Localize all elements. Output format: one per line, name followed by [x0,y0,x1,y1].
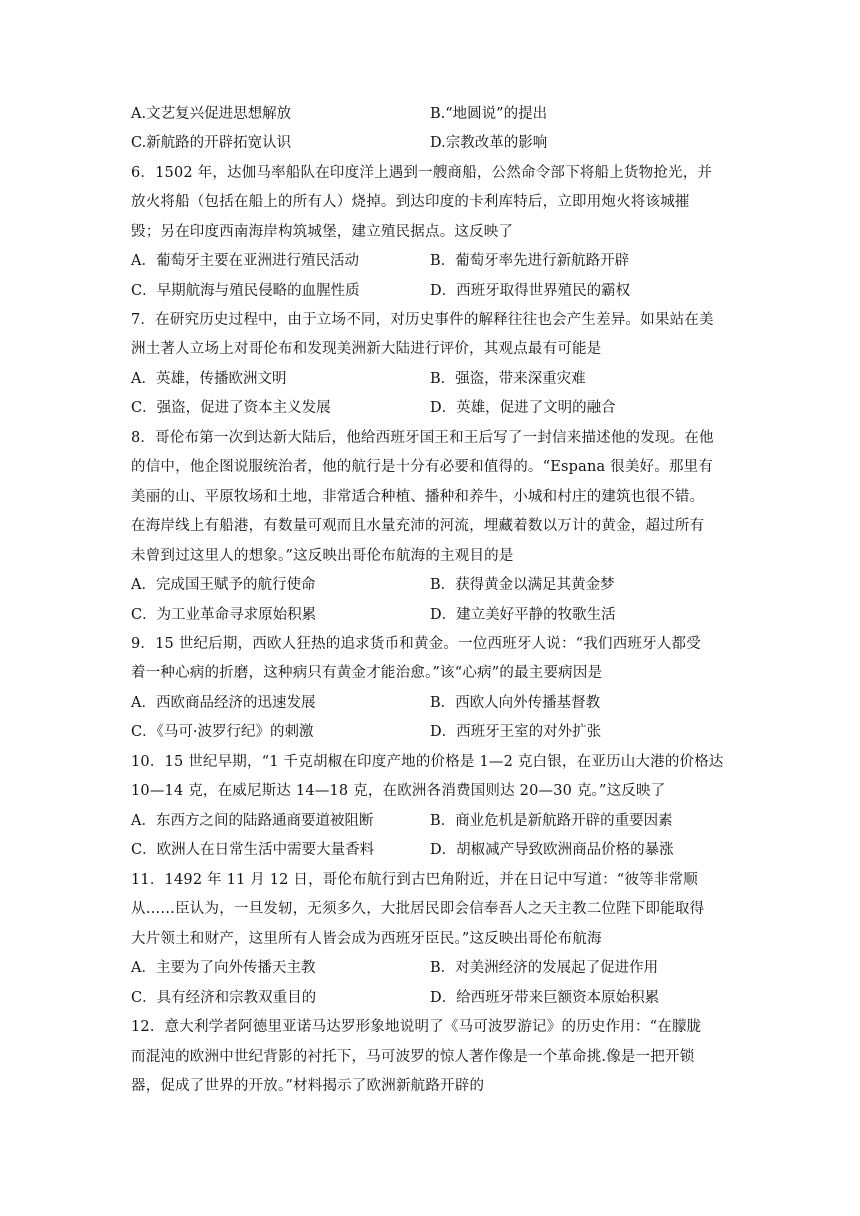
q5-option-b: B.“地圆说”的提出 [430,106,548,122]
q8-option-b: B．获得黄金以满足其黄金梦 [430,577,615,593]
q11-stem-line: 从……臣认为，一旦发轫，无须多久，大批居民即会信奉吾人之天主教二位陛下即能取得 [131,901,705,917]
q9-option-d: D．西班牙王室的对外扩张 [430,724,602,740]
q6-stem-line: 毁；另在印度西南海岸构筑城堡，建立殖民据点。这反映了 [131,224,514,240]
q10-option-d: D．胡椒减产导致欧洲商品价格的暴涨 [430,842,674,858]
q7-option-a: A．英雄，传播欧洲文明 [131,371,287,387]
q8-stem-line: 8．哥伦布第一次到达新大陆后，他给西班牙国王和王后写了一封信来描述他的发现。在他 [131,430,714,446]
q9-option-b: B．西欧人向外传播基督教 [430,695,601,711]
q7-option-d: D．英雄，促进了文明的融合 [430,400,616,416]
q5-option-c: C.新航路的开辟拓宽认识 [131,135,292,151]
q9-stem-line: 9．15 世纪后期，西欧人狂热的追求货币和黄金。一位西班牙人说：“我们西班牙人都受 [131,636,701,652]
q12-stem-line: 12．意大利学者阿德里亚诺马达罗形象地说明了《马可波罗游记》的历史作用：“在朦胧 [131,1019,702,1035]
q8-option-c: C．为工业革命寻求原始积累 [131,607,317,623]
q7-option-c: C．强盗，促进了资本主义发展 [131,400,331,416]
q9-option-c: C．《马可·波罗行纪》的刺激 [131,724,314,740]
q8-option-a: A．完成国王赋予的航行使命 [131,577,316,593]
q6-option-a: A．葡萄牙主要在亚洲进行殖民活动 [131,253,359,269]
q8-option-d: D．建立美好平静的牧歌生活 [430,607,616,623]
q7-stem-line: 7．在研究历史过程中，由于立场不同，对历史事件的解释往往也会产生差异。如果站在美 [131,312,714,328]
q11-stem-line: 大片领土和财产，这里所有人皆会成为西班牙臣民。”这反映出哥伦布航海 [131,931,602,947]
q12-stem-line: 而混沌的欧洲中世纪背影的衬托下，马可波罗的惊人著作像是一个革命挑.像是一把开锁 [131,1049,695,1065]
q6-stem-line: 6．1502 年，达伽马率船队在印度洋上遇到一艘商船，公然命令部下将船上货物抢光，并 [131,165,713,181]
q7-option-b: B．强盗，带来深重灾难 [430,371,586,387]
q8-stem-line: 美丽的山、平原牧场和土地，非常适合种植、播种和养牛，小城和村庄的建筑也很不错。 [131,489,705,505]
q10-stem-line: 10．15 世纪早期，“1 千克胡椒在印度产地的价格是 1—2 克白银，在亚历山大港的价格达 [131,754,724,770]
q5-option-a: A.文艺复兴促进思想解放 [131,106,292,122]
q7-stem-line: 洲土著人立场上对哥伦布和发现美洲新大陆进行评价，其观点最有可能是 [131,341,602,357]
q10-stem-line: 10—14 克，在威尼斯达 14—18 克，在欧洲各消费国则达 20—30 克。”这反映了 [131,783,666,799]
q12-stem-line: 器，促成了世界的开放。”材料揭示了欧洲新航路开辟的 [131,1078,485,1094]
q6-option-d: D．西班牙取得世界殖民的霸权 [430,283,631,299]
q10-option-b: B．商业危机是新航路开辟的重要因素 [430,813,673,829]
q8-stem-line: 在海岸线上有船港，有数量可观而且水量充沛的河流，埋藏着数以万计的黄金，超过所有 [131,518,705,534]
q5-option-d: D.宗教改革的影响 [430,135,548,151]
q9-option-a: A．西欧商品经济的迅速发展 [131,695,316,711]
q8-stem-line: 的信中，他企图说服统治者，他的航行是十分有必要和值得的。“Espana 很美好。那里有 [131,459,714,475]
q6-option-c: C．早期航海与殖民侵略的血腥性质 [131,283,360,299]
q11-option-a: A．主要为了向外传播天主教 [131,960,316,976]
q9-stem-line: 着一种心病的折磨，这种病只有黄金才能治愈。”该“心病”的最主要病因是 [131,665,603,681]
q10-option-c: C．欧洲人在日常生活中需要大量香料 [131,842,375,858]
q11-stem-line: 11．1492 年 11 月 12 日，哥伦布航行到古巴角附近，并在日记中写道：“彼等非常顺 [131,872,698,888]
q8-stem-line: 未曾到过这里人的想象。”这反映出哥伦布航海的主观目的是 [131,548,514,564]
q10-option-a: A．东西方之间的陆路通商要道被阻断 [131,813,374,829]
q6-stem-line: 放火将船（包括在船上的所有人）烧掉。到达印度的卡利库特后，立即用炮火将该城摧 [131,194,690,210]
q11-option-d: D．给西班牙带来巨额资本原始积累 [430,990,660,1006]
q6-option-b: B．葡萄牙率先进行新航路开辟 [430,253,630,269]
q11-option-c: C．具有经济和宗教双重目的 [131,990,317,1006]
q11-option-b: B．对美洲经济的发展起了促进作用 [430,960,659,976]
